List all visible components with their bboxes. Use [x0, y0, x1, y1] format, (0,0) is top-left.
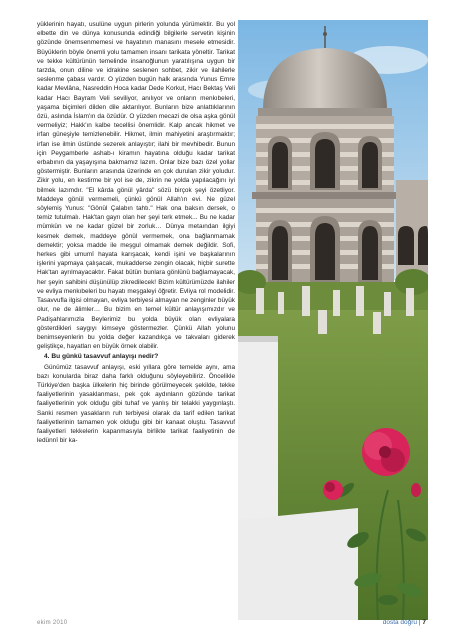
footer-issue-date: ekim 2010	[37, 620, 68, 626]
finial-ball	[323, 32, 327, 36]
magazine-brand: dosta doğru	[382, 619, 418, 626]
article-paragraph: yüklerinin hayatı, usulüne uygun pirlerin yolunda yürümektir. Bu yol elbette din ve dünya konusunda edindiği bilgilerle servetin kişinin gözünde önemsenmemesi ve hayatının manasını mesele etmesidir. Büyüklerin böyle önemli yolu tamamen insanı tarikata yöneltir. Tarikat ve tekke kültürünün temelinde insanoğlunun yaratılışına uygun bir tarzda, onun diline ve idrakine seslenen sohbet, zikir ve ilahilerle seslenme çabası vardır. O yüzden bugün halk arasında Yunus Emre kadar Mevlâna, Nasreddin Hoca kadar Dede Korkut, Hacı Bektaş Veli kadar Hacı Bayram Veli seviliyor, anılıyor ve onların menkıbeleri, yaşama biçimleri dilden dile aktarılıyor. Bunların bize anlattıklarının özü, aslında İslam'ın da özüdür. O yüzden mecazi de olsa aşka gönül vermeliyiz; Hakk'ın kalbe tecellisi önemlidir. Kalp ancak hikmet ve irfan güneşiyle temizlenebilir. Hikmet, ilmin mahiyetini araştırmaktır; irfan ise ilmin üstünde sezerek anlayıştır; ilahi bir mevhibedir. Bunun için Peygamberle ashab-ı kiramın hayatına olduğu kadar tarikat erbabının da yaşayışına bakmamız lazım. Onlar bize bazı özel yollar göstermiştir. Bunların arasında üzerinde en çok durulan zikir yoludur. Zikir yolu, en kestirme bir yol ise de, zikrin ne yolda yapılacağını iyi bilmek lazımdır. "El kârda gönül yârda" sözü birçok şeyi özetliyor. Maddeye gönül vermemeli, çünkü gönül Allah'ın evi. Ne güzel söylemiş Yunus: "Gönül Çalabın tahtı." Hak ona baksın dersek, o temiz tutulmalı. Hak'tan gayrı olan her şeyi terk etmek... Bu ne kadar mümkün ve ne kadar güzel bir zorluk… Dünya metaından ilgiyi kesmek demek, maddeye gönül vermemek, ona bağlanmamak demektir; yoksa madde ile meşgul olmamak demek değildir. Sofi, herkes gibi umumî hayata karışacak, kendi işini ve başkalarının işlerini yapmaya çalışacak, mukadderse zengin olacak, hiçbir surette Hak'tan ayrılmayacaktır. Fakat bütün bunlara gönlünü bağlamayacak, her şeyin sahibini düşünülüp zikredilecek! Bizim kültürümüzde ilahiler ve evliya menkıbeleri bu hayatı meşgaleyi öğretir. Evliya rol modelidir. Tasavvufla ilgisi olmayan, evliya terbiyesi almayan ne zenginler büyük olur, ne de âlimler… Bu bizim en temel kültür anlayışımızdır ve Padişahlarımızla Beylerimiz bu yolda büyük olan evliyalara gösterdikleri saygıyı kimseye göstermezler. Çünkü Allah yolunu benimseyenlerin bu yolda değer kazandıkça ve takvaları giderek geliştikçe, hayatları en büyük örnek olabilir.	[37, 21, 235, 351]
section-heading: 4. Bu günkü tasavvuf anlayışı nedir?	[44, 353, 159, 361]
rose-flower	[323, 480, 343, 500]
page-number: 7	[422, 619, 426, 626]
wall-edge	[238, 336, 278, 342]
dome-ring	[258, 108, 392, 116]
article-text-column	[37, 20, 235, 445]
side-window	[418, 226, 428, 265]
side-window	[398, 226, 414, 265]
upper-windows	[268, 132, 382, 190]
foreground-slab	[238, 508, 358, 620]
rose-flower	[362, 428, 410, 476]
footer-brand-page	[383, 619, 426, 626]
cornice	[252, 192, 398, 199]
lower-windows	[268, 216, 382, 282]
footer-separator: |	[417, 619, 423, 626]
rose-bud	[411, 483, 421, 497]
mausoleum-photo	[238, 20, 428, 620]
article-paragraph: Günümüz tasavvuf anlayışı, eski yıllara göre temelde aynı, ama bazı konularda biraz daha farklı olduğunu söyleyebiliriz. Öncelikle Türkiye'den başka ülkelerin hiç birinde görülmeyecek şekilde, tekke faaliyetlerinin yasaklanması, pek çok aydınların gözünde tarikat faaliyetlerinin yok olduğu gibi tuhaf ve yanlış bir telakki yaygınlaştı. Sanki resmen yasakların ruh terbiyesi olarak da tarif edilen tarikat faaliyetlerinin tamamen yok olduğu gibi bir kanaat oluştu. Tasavvuf faaliyetleri tekkelerin kapanmasıyla birlikte tarikat faaliyetinin de ledünnî bir ka-	[37, 363, 235, 445]
